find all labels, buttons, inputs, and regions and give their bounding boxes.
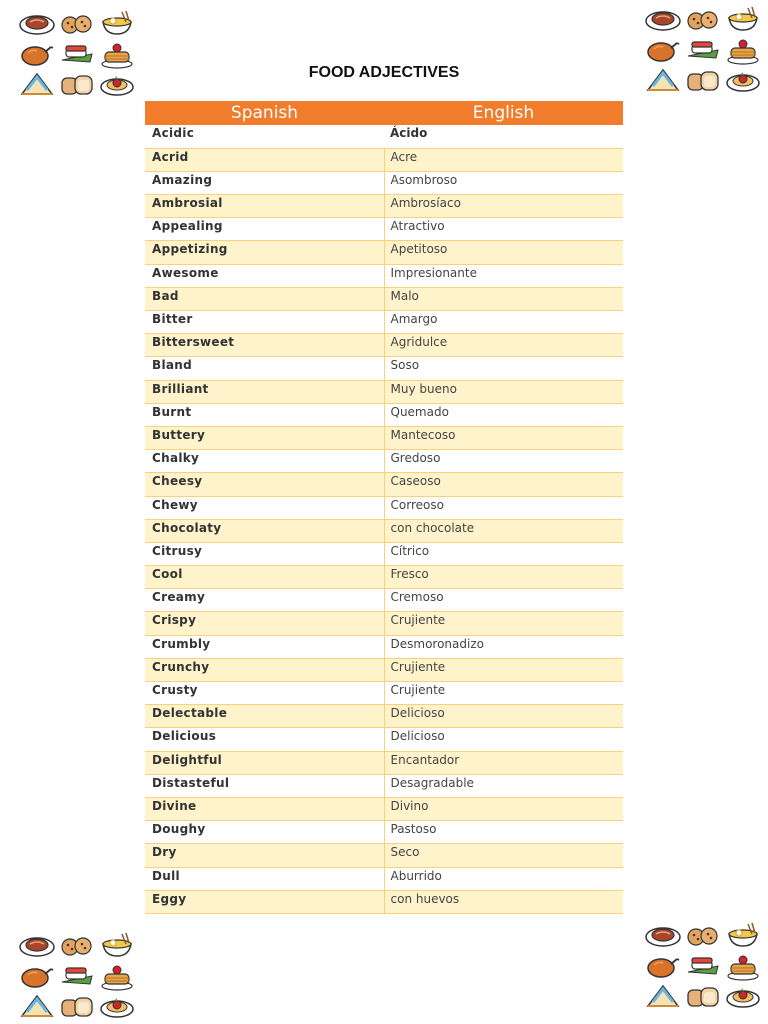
english-cell: Delicioso (384, 728, 623, 751)
english-cell: Crujiente (384, 612, 623, 635)
vocabulary-table (145, 101, 623, 914)
table-row (145, 311, 623, 334)
noodle-bowl-icon (103, 933, 131, 956)
english-cell: Cítrico (384, 542, 623, 565)
table-row (145, 774, 623, 797)
cookies-icon (688, 928, 717, 945)
bread-icon (688, 988, 718, 1006)
spanish-cell: Appetizing (145, 241, 384, 264)
sandwich-icon (648, 986, 678, 1006)
english-cell: Aburrido (384, 867, 623, 890)
sushi-icon (62, 968, 92, 984)
spanish-cell: Crusty (145, 682, 384, 705)
table-row (145, 473, 623, 496)
table-row (145, 682, 623, 705)
english-cell: Agridulce (384, 334, 623, 357)
pasta-icon (727, 988, 759, 1007)
noodle-bowl-icon (729, 7, 757, 30)
sandwich-icon (22, 996, 52, 1016)
english-cell: Muy bueno (384, 380, 623, 403)
spanish-cell: Bad (145, 287, 384, 310)
english-cell: Impresionante (384, 264, 623, 287)
english-cell: con chocolate (384, 519, 623, 542)
table-row (145, 890, 623, 913)
english-cell: Malo (384, 287, 623, 310)
sushi-icon (688, 958, 718, 974)
table-row (145, 403, 623, 426)
roast-chicken-icon (648, 43, 679, 61)
table-header-row (145, 101, 623, 125)
english-cell: Mantecoso (384, 426, 623, 449)
sandwich-icon (22, 74, 52, 94)
spanish-cell: Brilliant (145, 380, 384, 403)
spanish-cell: Delicious (145, 728, 384, 751)
table-row (145, 241, 623, 264)
noodle-bowl-icon (729, 923, 757, 946)
food-icons-top-right (644, 4, 762, 96)
table-row (145, 171, 623, 194)
roast-chicken-icon (648, 959, 679, 977)
english-cell: Asombroso (384, 171, 623, 194)
steak-icon (20, 938, 54, 956)
spanish-cell: Burnt (145, 403, 384, 426)
spanish-cell: Crispy (145, 612, 384, 635)
spanish-cell: Cool (145, 566, 384, 589)
table-row (145, 589, 623, 612)
spanish-cell: Amazing (145, 171, 384, 194)
table-row (145, 797, 623, 820)
table-row (145, 125, 623, 148)
english-cell: Acre (384, 148, 623, 171)
english-cell: con huevos (384, 890, 623, 913)
english-cell: Caseoso (384, 473, 623, 496)
spanish-cell: Crunchy (145, 658, 384, 681)
spanish-cell: Chewy (145, 496, 384, 519)
roast-chicken-icon (22, 47, 53, 65)
english-cell: Desmoronadizo (384, 635, 623, 658)
spanish-cell: Bittersweet (145, 334, 384, 357)
spanish-cell: Delectable (145, 705, 384, 728)
pasta-icon (727, 72, 759, 91)
table-row (145, 334, 623, 357)
food-icons-bottom-left (18, 930, 136, 1022)
table-row (145, 357, 623, 380)
spanish-cell: Dull (145, 867, 384, 890)
english-cell: Correoso (384, 496, 623, 519)
table-row (145, 195, 623, 218)
cookies-icon (688, 12, 717, 29)
table-row (145, 751, 623, 774)
table-row (145, 566, 623, 589)
table-row (145, 450, 623, 473)
sushi-icon (688, 42, 718, 58)
english-cell: Fresco (384, 566, 623, 589)
english-cell: Gredoso (384, 450, 623, 473)
table-row (145, 426, 623, 449)
table-row (145, 658, 623, 681)
spanish-cell: Acidic (145, 125, 384, 148)
table-row (145, 844, 623, 867)
english-cell: Seco (384, 844, 623, 867)
table-row (145, 496, 623, 519)
table-row (145, 821, 623, 844)
table-row (145, 148, 623, 171)
spanish-cell: Citrusy (145, 542, 384, 565)
pancakes-icon (102, 44, 132, 68)
spanish-cell: Doughy (145, 821, 384, 844)
spanish-cell: Dry (145, 844, 384, 867)
pancakes-icon (728, 956, 758, 980)
sushi-icon (62, 46, 92, 62)
spanish-cell: Buttery (145, 426, 384, 449)
spanish-cell: Creamy (145, 589, 384, 612)
english-cell: Crujiente (384, 658, 623, 681)
english-cell: Apetitoso (384, 241, 623, 264)
spanish-cell: Cheesy (145, 473, 384, 496)
english-cell: Divino (384, 797, 623, 820)
table-row (145, 705, 623, 728)
table-row (145, 218, 623, 241)
table-row (145, 380, 623, 403)
sandwich-icon (648, 70, 678, 90)
english-cell: Crujiente (384, 682, 623, 705)
english-cell: Cremoso (384, 589, 623, 612)
english-cell: Atractivo (384, 218, 623, 241)
table-row (145, 612, 623, 635)
cookies-icon (62, 16, 91, 33)
bread-icon (62, 998, 92, 1016)
page-title: FOOD ADJECTIVES (308, 64, 460, 81)
cookies-icon (62, 938, 91, 955)
spanish-cell: Crumbly (145, 635, 384, 658)
bread-icon (62, 76, 92, 94)
spanish-cell: Ambrosial (145, 195, 384, 218)
spanish-cell: Bland (145, 357, 384, 380)
english-cell: Soso (384, 357, 623, 380)
table-body (145, 125, 623, 913)
spanish-cell: Chalky (145, 450, 384, 473)
english-cell: Quemado (384, 403, 623, 426)
pancakes-icon (728, 40, 758, 64)
steak-icon (646, 928, 680, 946)
english-cell: Ambrosíaco (384, 195, 623, 218)
english-cell: Pastoso (384, 821, 623, 844)
spanish-cell: Eggy (145, 890, 384, 913)
spanish-cell: Appealing (145, 218, 384, 241)
table-row (145, 287, 623, 310)
steak-icon (646, 12, 680, 30)
english-cell: Encantador (384, 751, 623, 774)
header-spanish: Spanish (145, 101, 384, 125)
noodle-bowl-icon (103, 11, 131, 34)
spanish-cell: Divine (145, 797, 384, 820)
table-row (145, 542, 623, 565)
english-cell: Desagradable (384, 774, 623, 797)
bread-icon (688, 72, 718, 90)
table-row (145, 728, 623, 751)
pancakes-icon (102, 966, 132, 990)
food-icons-top-left (18, 8, 136, 100)
spanish-cell: Chocolaty (145, 519, 384, 542)
food-icons-bottom-right (644, 920, 762, 1012)
table-row (145, 635, 623, 658)
spanish-cell: Distasteful (145, 774, 384, 797)
table-row (145, 519, 623, 542)
english-cell: Amargo (384, 311, 623, 334)
roast-chicken-icon (22, 969, 53, 987)
english-cell: Ácido (384, 125, 623, 148)
spanish-cell: Bitter (145, 311, 384, 334)
spanish-cell: Acrid (145, 148, 384, 171)
pasta-icon (101, 998, 133, 1017)
table-row (145, 867, 623, 890)
english-cell: Delicioso (384, 705, 623, 728)
header-english: English (384, 101, 623, 125)
table-row (145, 264, 623, 287)
spanish-cell: Awesome (145, 264, 384, 287)
pasta-icon (101, 76, 133, 95)
spanish-cell: Delightful (145, 751, 384, 774)
steak-icon (20, 16, 54, 34)
